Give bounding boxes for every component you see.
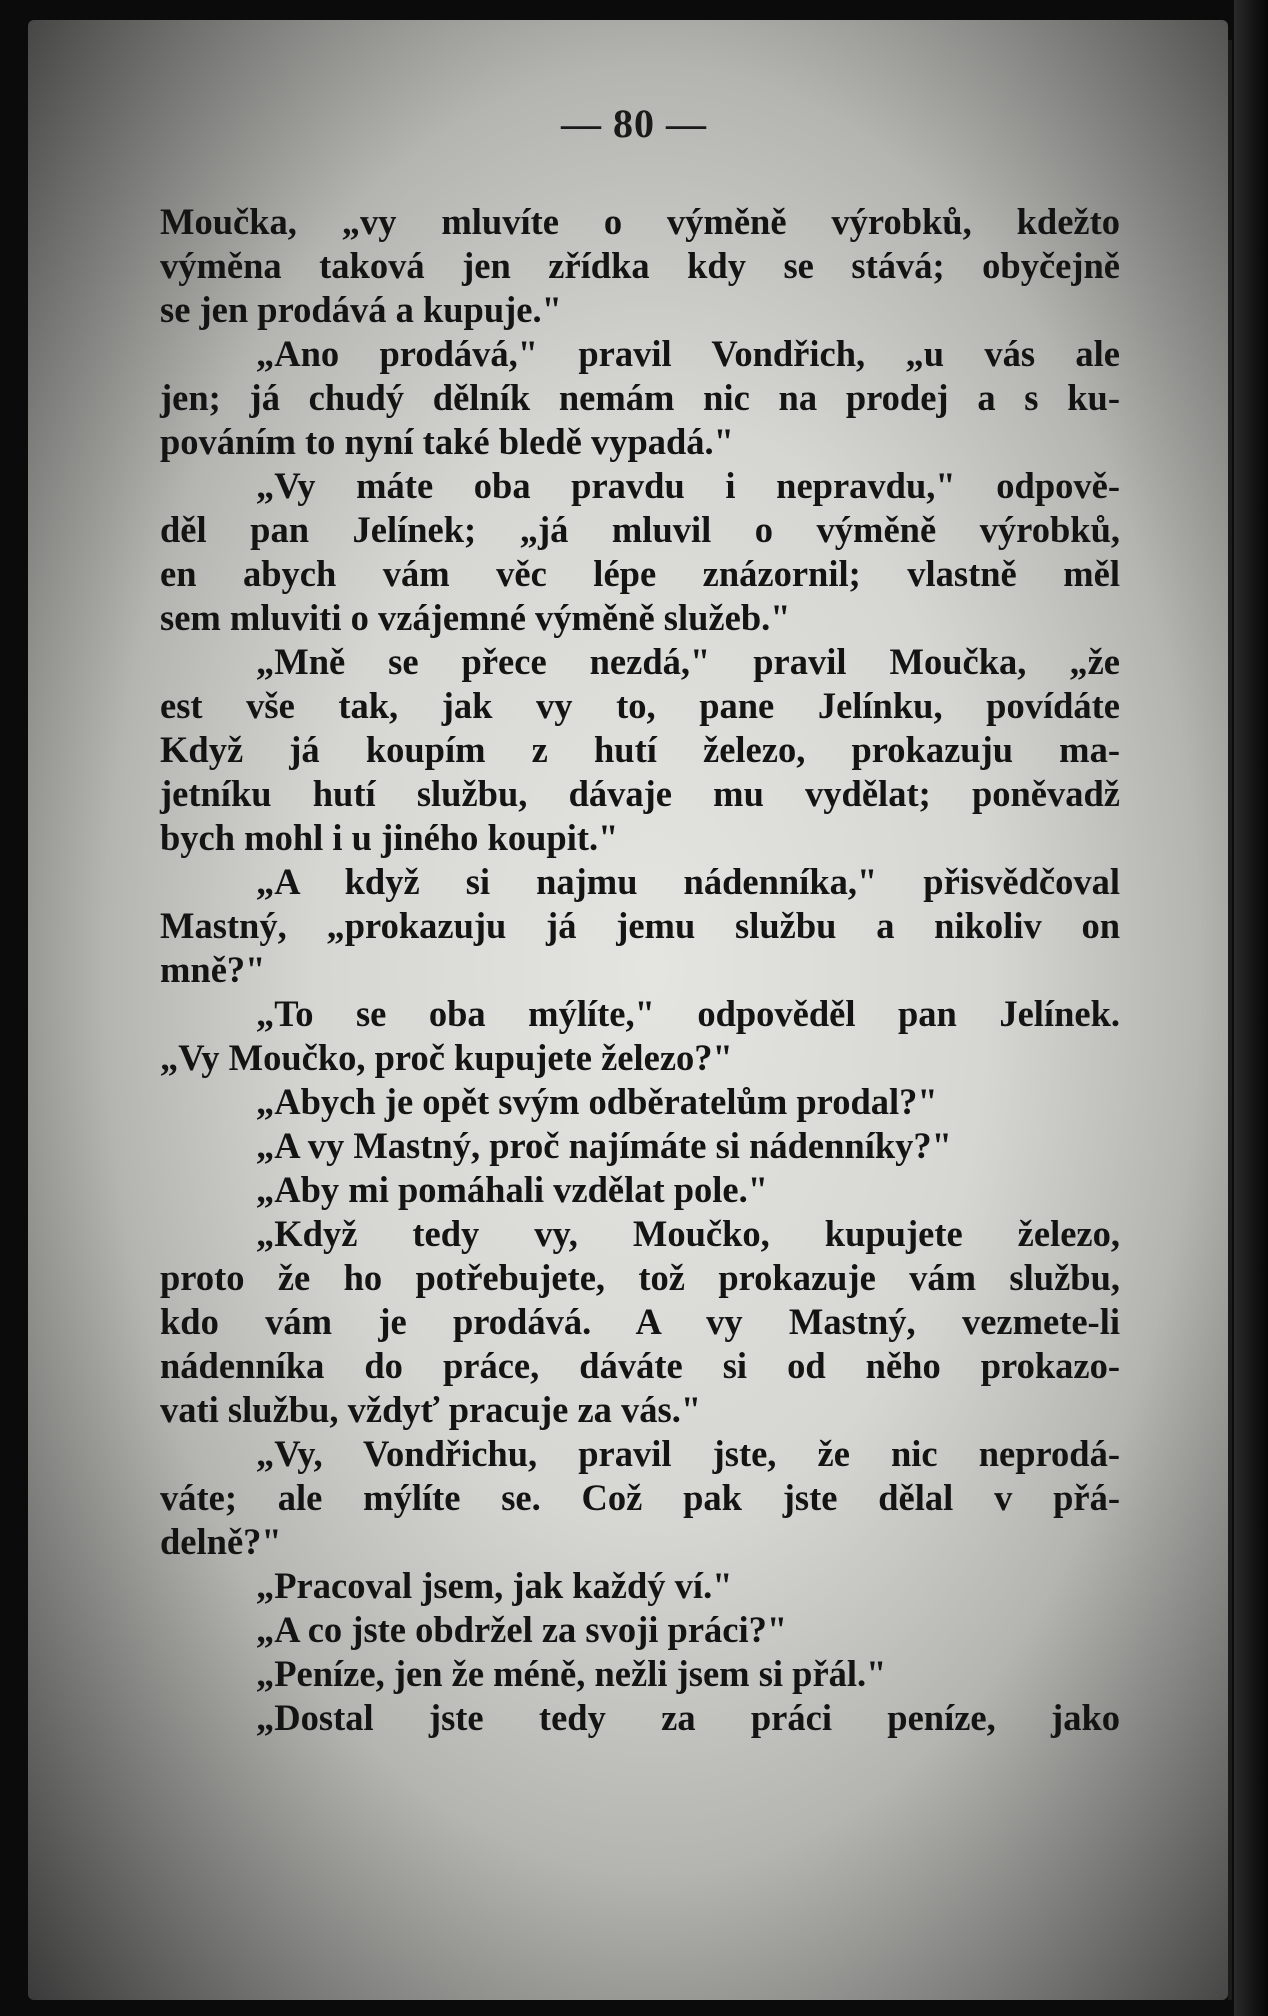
text-line: váte; ale mýlíte se. Což pak jste dělal v přá- bbox=[160, 1477, 1120, 1518]
body-text bbox=[160, 200, 1120, 1740]
text-line: „Vy máte oba pravdu i nepravdu," odpově- bbox=[256, 465, 1120, 506]
text-line: „Vy, Vondřichu, pravil jste, že nic neprodá- bbox=[256, 1433, 1120, 1474]
text-line: „Aby mi pomáhali vzdělat pole." bbox=[256, 1169, 769, 1210]
text-line: „Vy Moučko, proč kupujete železo?" bbox=[160, 1037, 733, 1078]
text-line: Když já koupím z hutí železo, prokazuju ma- bbox=[160, 729, 1120, 770]
text-line: proto že ho potřebujete, tož prokazuje vám službu, bbox=[160, 1257, 1120, 1298]
text-line: „Abych je opět svým odběratelům prodal?" bbox=[256, 1081, 938, 1122]
text-line: „A když si najmu nádenníka," přisvědčoval bbox=[256, 861, 1120, 902]
text-line: vati službu, vždyť pracuje za vás." bbox=[160, 1389, 702, 1430]
text-line: „To se oba mýlíte," odpověděl pan Jelínek. bbox=[256, 993, 1120, 1034]
page-number: — 80 — bbox=[561, 101, 707, 146]
text-line: sem mluviti o vzájemné výměně služeb." bbox=[160, 597, 791, 638]
text-line: bych mohl i u jiného koupit." bbox=[160, 817, 619, 858]
text-line: „Dostal jste tedy za práci peníze, jako bbox=[256, 1697, 1120, 1738]
text-line: „Pracoval jsem, jak každý ví." bbox=[256, 1565, 733, 1606]
text-line: „Mně se přece nezdá," pravil Moučka, „že bbox=[256, 641, 1120, 682]
text-line: „A co jste obdržel za svoji práci?" bbox=[256, 1609, 788, 1650]
text-line: se jen prodává a kupuje." bbox=[160, 289, 562, 330]
text-line: en abych vám věc lépe znázornil; vlastně měl bbox=[160, 553, 1120, 594]
text-line: Mastný, „prokazuju já jemu službu a nikoliv on bbox=[160, 905, 1120, 946]
text-line: „A vy Mastný, proč najímáte si nádenníky?" bbox=[256, 1125, 952, 1166]
text-line: pováním to nyní také bledě vypadá." bbox=[160, 421, 734, 462]
text-line: jetníku hutí službu, dávaje mu vydělat; poněvadž bbox=[160, 773, 1120, 814]
text-line: „Ano prodává," pravil Vondřich, „u vás ale bbox=[256, 333, 1120, 374]
text-line: jen; já chudý dělník nemám nic na prodej a s ku- bbox=[160, 377, 1120, 418]
text-line: est vše tak, jak vy to, pane Jelínku, povídáte bbox=[160, 685, 1120, 726]
text-line: výměna taková jen zřídka kdy se stává; obyčejně bbox=[160, 245, 1120, 286]
text-line: delně?" bbox=[160, 1521, 282, 1562]
scan-dark-border bbox=[1234, 0, 1268, 2016]
text-line: děl pan Jelínek; „já mluvil o výměně výrobků, bbox=[160, 509, 1120, 550]
text-line: kdo vám je prodává. A vy Mastný, vezmete-li bbox=[160, 1301, 1120, 1342]
text-line: nádenníka do práce, dáváte si od něho prokazo- bbox=[160, 1345, 1120, 1386]
text-line: mně?" bbox=[160, 949, 266, 990]
text-line: „Peníze, jen že méně, nežli jsem si přál." bbox=[256, 1653, 887, 1694]
page-edge-line bbox=[1228, 40, 1232, 2000]
text-line: „Když tedy vy, Moučko, kupujete železo, bbox=[256, 1213, 1120, 1254]
text-line: Moučka, „vy mluvíte o výměně výrobků, kdežto bbox=[160, 201, 1120, 242]
